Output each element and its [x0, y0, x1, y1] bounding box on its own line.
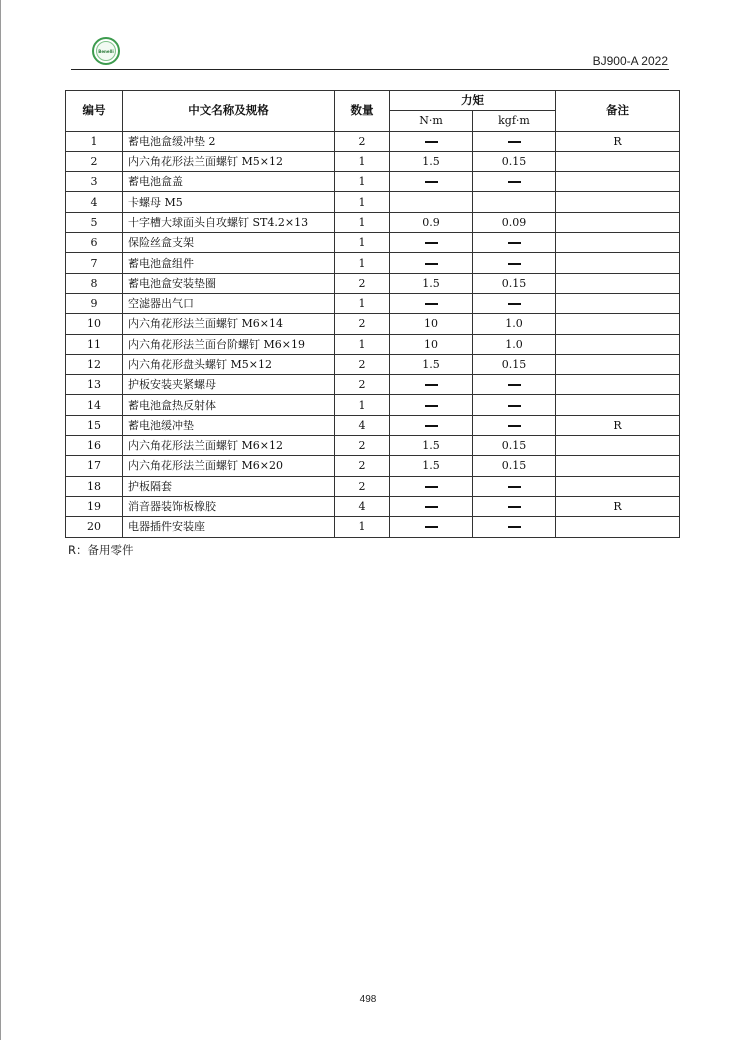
- header-name: 中文名称及规格: [123, 91, 335, 132]
- cell-remark: [556, 395, 680, 415]
- cell-name: 护板安装夹紧螺母: [123, 375, 335, 395]
- cell-no: 6: [66, 233, 123, 253]
- cell-qty: 1: [335, 172, 390, 192]
- cell-no: 3: [66, 172, 123, 192]
- cell-nm: [390, 131, 473, 151]
- dash-mark: [508, 303, 521, 305]
- cell-nm: [390, 375, 473, 395]
- dash-mark: [425, 242, 438, 244]
- brand-logo-text: Benelli: [98, 48, 114, 54]
- cell-name: 空滤器出气口: [123, 293, 335, 313]
- cell-no: 13: [66, 375, 123, 395]
- cell-qty: 2: [335, 456, 390, 476]
- cell-qty: 2: [335, 273, 390, 293]
- cell-nm: 1.5: [390, 273, 473, 293]
- cell-nm: [390, 233, 473, 253]
- cell-nm: 1.5: [390, 436, 473, 456]
- cell-nm: 1.5: [390, 354, 473, 374]
- cell-remark: [556, 212, 680, 232]
- cell-qty: 2: [335, 354, 390, 374]
- table-row: [66, 314, 680, 334]
- cell-kgf: 0.15: [473, 456, 556, 476]
- dash-mark: [425, 486, 438, 488]
- cell-name: 蓄电池缓冲垫: [123, 415, 335, 435]
- dash-mark: [508, 263, 521, 265]
- cell-nm: [390, 253, 473, 273]
- cell-remark: [556, 192, 680, 212]
- dash-mark: [425, 425, 438, 427]
- cell-no: 15: [66, 415, 123, 435]
- dash-mark: [508, 526, 521, 528]
- cell-name: 电器插件安装座: [123, 517, 335, 537]
- cell-name: 蓄电池盒缓冲垫 2: [123, 131, 335, 151]
- cell-remark: [556, 172, 680, 192]
- cell-kgf: [473, 395, 556, 415]
- parts-table: [65, 90, 680, 538]
- cell-name: 卡螺母 M5: [123, 192, 335, 212]
- cell-remark: [556, 476, 680, 496]
- dash-mark: [425, 181, 438, 183]
- cell-name: 内六角花形盘头螺钉 M5×12: [123, 354, 335, 374]
- table-row: [66, 131, 680, 151]
- cell-no: 9: [66, 293, 123, 313]
- cell-nm: [390, 476, 473, 496]
- cell-qty: 1: [335, 151, 390, 171]
- cell-name: 内六角花形法兰面螺钉 M6×14: [123, 314, 335, 334]
- cell-qty: 1: [335, 395, 390, 415]
- dash-mark: [508, 506, 521, 508]
- cell-no: 4: [66, 192, 123, 212]
- cell-nm: 1.5: [390, 151, 473, 171]
- header-remark: 备注: [556, 91, 680, 132]
- cell-kgf: [473, 293, 556, 313]
- cell-remark: [556, 293, 680, 313]
- cell-qty: 4: [335, 415, 390, 435]
- cell-kgf: [473, 131, 556, 151]
- cell-remark: R: [556, 131, 680, 151]
- table-row: [66, 375, 680, 395]
- table-row: [66, 415, 680, 435]
- cell-kgf: [473, 192, 556, 212]
- page-number: 498: [359, 994, 377, 1005]
- cell-remark: [556, 253, 680, 273]
- brand-logo: [92, 37, 120, 65]
- cell-name: 护板隔套: [123, 476, 335, 496]
- table-row: [66, 151, 680, 171]
- cell-qty: 2: [335, 375, 390, 395]
- cell-name: 蓄电池盒盖: [123, 172, 335, 192]
- cell-qty: 4: [335, 496, 390, 516]
- table-row: [66, 517, 680, 537]
- dash-mark: [425, 263, 438, 265]
- cell-kgf: [473, 476, 556, 496]
- cell-remark: [556, 375, 680, 395]
- cell-nm: 10: [390, 314, 473, 334]
- table-row: [66, 334, 680, 354]
- cell-kgf: 0.09: [473, 212, 556, 232]
- dash-mark: [425, 405, 438, 407]
- cell-qty: 1: [335, 293, 390, 313]
- cell-nm: [390, 172, 473, 192]
- cell-no: 10: [66, 314, 123, 334]
- cell-name: 十字槽大球面头自攻螺钉 ST4.2×13: [123, 212, 335, 232]
- cell-kgf: [473, 172, 556, 192]
- cell-qty: 1: [335, 192, 390, 212]
- cell-remark: [556, 517, 680, 537]
- cell-kgf: 0.15: [473, 151, 556, 171]
- cell-kgf: 1.0: [473, 334, 556, 354]
- cell-qty: 2: [335, 131, 390, 151]
- cell-kgf: 0.15: [473, 436, 556, 456]
- dash-mark: [425, 506, 438, 508]
- cell-name: 蓄电池盒组件: [123, 253, 335, 273]
- dash-mark: [508, 181, 521, 183]
- cell-remark: [556, 354, 680, 374]
- cell-no: 1: [66, 131, 123, 151]
- header-rule: [71, 69, 669, 70]
- cell-qty: 1: [335, 334, 390, 354]
- dash-mark: [508, 242, 521, 244]
- dash-mark: [425, 526, 438, 528]
- document-code: BJ900-A 2022: [592, 54, 668, 68]
- cell-remark: [556, 456, 680, 476]
- cell-remark: [556, 334, 680, 354]
- cell-name: 蓄电池盒热反射体: [123, 395, 335, 415]
- cell-remark: [556, 273, 680, 293]
- header-torque: 力矩: [390, 91, 556, 111]
- cell-name: 内六角花形法兰面螺钉 M5×12: [123, 151, 335, 171]
- table-body: [66, 131, 680, 537]
- table-row: [66, 172, 680, 192]
- cell-kgf: 1.0: [473, 314, 556, 334]
- cell-kgf: 0.15: [473, 273, 556, 293]
- cell-no: 17: [66, 456, 123, 476]
- cell-remark: [556, 436, 680, 456]
- header-no: 编号: [66, 91, 123, 132]
- header-qty: 数量: [335, 91, 390, 132]
- table-row: [66, 436, 680, 456]
- cell-no: 11: [66, 334, 123, 354]
- cell-no: 18: [66, 476, 123, 496]
- dash-mark: [425, 303, 438, 305]
- dash-mark: [508, 405, 521, 407]
- header-unit-nm: N·m: [390, 111, 473, 131]
- cell-nm: 1.5: [390, 456, 473, 476]
- cell-name: 消音器装饰板橡胶: [123, 496, 335, 516]
- table-row: [66, 456, 680, 476]
- table-row: [66, 233, 680, 253]
- table-row: [66, 273, 680, 293]
- cell-no: 19: [66, 496, 123, 516]
- cell-nm: [390, 496, 473, 516]
- footnote: R：备用零件: [68, 543, 134, 557]
- cell-nm: 0.9: [390, 212, 473, 232]
- cell-name: 内六角花形法兰面台阶螺钉 M6×19: [123, 334, 335, 354]
- dash-mark: [508, 141, 521, 143]
- table-row: [66, 476, 680, 496]
- cell-remark: [556, 151, 680, 171]
- cell-kgf: [473, 415, 556, 435]
- cell-no: 7: [66, 253, 123, 273]
- table-row: [66, 192, 680, 212]
- cell-kgf: [473, 375, 556, 395]
- dash-mark: [508, 425, 521, 427]
- header-unit-kgf: kgf·m: [473, 111, 556, 131]
- cell-name: 内六角花形法兰面螺钉 M6×20: [123, 456, 335, 476]
- cell-nm: [390, 192, 473, 212]
- cell-no: 5: [66, 212, 123, 232]
- table-header: [66, 91, 680, 132]
- cell-nm: [390, 415, 473, 435]
- cell-nm: [390, 395, 473, 415]
- cell-qty: 1: [335, 233, 390, 253]
- dash-mark: [425, 141, 438, 143]
- cell-kgf: 0.15: [473, 354, 556, 374]
- cell-qty: 2: [335, 476, 390, 496]
- cell-kgf: [473, 496, 556, 516]
- cell-name: 保险丝盒支架: [123, 233, 335, 253]
- cell-remark: [556, 314, 680, 334]
- cell-qty: 2: [335, 314, 390, 334]
- cell-qty: 1: [335, 253, 390, 273]
- cell-qty: 1: [335, 517, 390, 537]
- cell-kgf: [473, 253, 556, 273]
- cell-nm: 10: [390, 334, 473, 354]
- cell-name: 内六角花形法兰面螺钉 M6×12: [123, 436, 335, 456]
- cell-remark: R: [556, 496, 680, 516]
- table-row: [66, 253, 680, 273]
- table-row: [66, 212, 680, 232]
- cell-nm: [390, 293, 473, 313]
- cell-no: 14: [66, 395, 123, 415]
- cell-remark: R: [556, 415, 680, 435]
- cell-name: 蓄电池盒安装垫圈: [123, 273, 335, 293]
- cell-remark: [556, 233, 680, 253]
- cell-qty: 2: [335, 436, 390, 456]
- cell-no: 8: [66, 273, 123, 293]
- table-row: [66, 395, 680, 415]
- cell-no: 12: [66, 354, 123, 374]
- page-edge: [0, 0, 1, 1040]
- cell-nm: [390, 517, 473, 537]
- cell-qty: 1: [335, 212, 390, 232]
- cell-no: 20: [66, 517, 123, 537]
- table-row: [66, 293, 680, 313]
- brand-logo-inner: [96, 41, 116, 61]
- cell-no: 16: [66, 436, 123, 456]
- table-row: [66, 354, 680, 374]
- dash-mark: [508, 384, 521, 386]
- dash-mark: [425, 384, 438, 386]
- cell-no: 2: [66, 151, 123, 171]
- table-row: [66, 496, 680, 516]
- cell-kgf: [473, 233, 556, 253]
- cell-kgf: [473, 517, 556, 537]
- dash-mark: [508, 486, 521, 488]
